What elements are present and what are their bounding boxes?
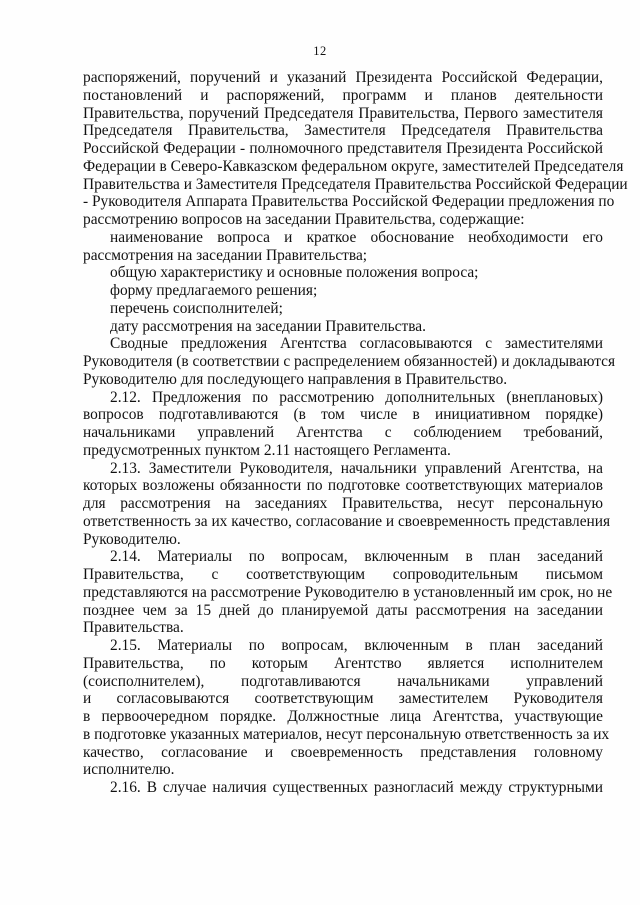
text-line: которых возложены обязанности по подготовке соответствующих материалов xyxy=(83,477,603,495)
text-line: перечень соисполнителей; xyxy=(110,299,283,317)
text-line: наименование вопроса и краткое обоснование необходимости его xyxy=(110,228,603,246)
text-line: вопросов подготавливаются (в том числе в инициативном порядке) xyxy=(83,406,603,424)
text-line: (соисполнителем), подготавливаются начальниками управлений xyxy=(83,672,603,690)
text-line: 2.14. Материалы по вопросам, включенным в план заседаний xyxy=(110,548,603,566)
text-line: Федерации в Северо-Кавказском федеральном округе, заместителей Председателя xyxy=(83,157,624,175)
text-line: 2.15. Материалы по вопросам, включенным в план заседаний xyxy=(110,637,603,654)
text-line: общую характеристику и основные положения вопроса; xyxy=(110,264,479,282)
text-line: Правительства, по которым Агентство является исполнителем xyxy=(83,654,603,672)
text-line: Руководителю. xyxy=(83,530,181,548)
text-line: и согласовываются соответствующим заместителем Руководителя xyxy=(83,690,603,708)
text-line: 2.16. В случае наличия существенных разногласий между структурными xyxy=(110,779,603,796)
text-line: Руководителя (в соответствии с распределением обязанностей) и докладываются xyxy=(83,353,616,370)
text-line: Российской Федерации - полномочного представителя Президента Российской xyxy=(83,140,603,157)
page-number: 12 xyxy=(313,44,327,58)
text-line: 2.12. Предложения по рассмотрению дополнительных (внеплановых) xyxy=(110,388,603,406)
document-body-text xyxy=(83,69,628,797)
text-line: ответственность за их качество, согласование и своевременность представления xyxy=(83,512,611,530)
text-line: Правительства. xyxy=(83,619,184,637)
text-line: Руководителю для последующего направления в Правительство. xyxy=(83,370,508,388)
text-line: распоряжений, поручений и указаний Президента Российской Федерации, xyxy=(83,69,603,86)
text-line: позднее чем за 15 дней до планируемой даты рассмотрения на заседании xyxy=(83,601,603,619)
text-line: - Руководителя Аппарата Правительства Российской Федерации предложения по xyxy=(83,193,615,211)
text-line: Председателя Правительства, Заместителя Председателя Правительства xyxy=(83,122,603,140)
text-line: рассмотрению вопросов на заседании Правительства, содержащие: xyxy=(83,211,525,228)
text-line: Правительства, поручений Председателя Правительства, Первого заместителя xyxy=(83,104,603,122)
text-line: дату рассмотрения на заседании Правительства. xyxy=(110,317,426,335)
text-line: качество, согласование и своевременность представления головному xyxy=(83,743,603,761)
text-line: в первоочередном порядке. Должностные лица Агентства, участвующие xyxy=(83,708,603,725)
text-line: представляются на рассмотрение Руководителю в установленный им срок, но не xyxy=(83,583,613,601)
text-line: 2.13. Заместители Руководителя, начальники управлений Агентства, на xyxy=(110,459,603,477)
text-line: рассмотрения на заседании Правительства; xyxy=(83,246,368,264)
text-line: Правительства и Заместителя Председателя Правительства Российской Федерации xyxy=(83,175,628,193)
text-line: постановлений и распоряжений, программ и планов деятельности xyxy=(83,86,603,104)
text-line: в подготовке указанных материалов, несут персональную ответственность за их xyxy=(83,725,610,743)
text-line: исполнителю. xyxy=(83,761,175,779)
text-line: форму предлагаемого решения; xyxy=(110,282,318,299)
text-line: начальниками управлений Агентства с соблюдением требований, xyxy=(83,424,603,441)
text-line: Сводные предложения Агентства согласовываются с заместителями xyxy=(110,335,603,353)
text-line: предусмотренных пунктом 2.11 настоящего Регламента. xyxy=(83,441,451,459)
text-line: Правительства, с соответствующим сопроводительным письмом xyxy=(83,566,603,583)
text-line: для рассмотрения на заседаниях Правительства, несут персональную xyxy=(83,495,603,512)
